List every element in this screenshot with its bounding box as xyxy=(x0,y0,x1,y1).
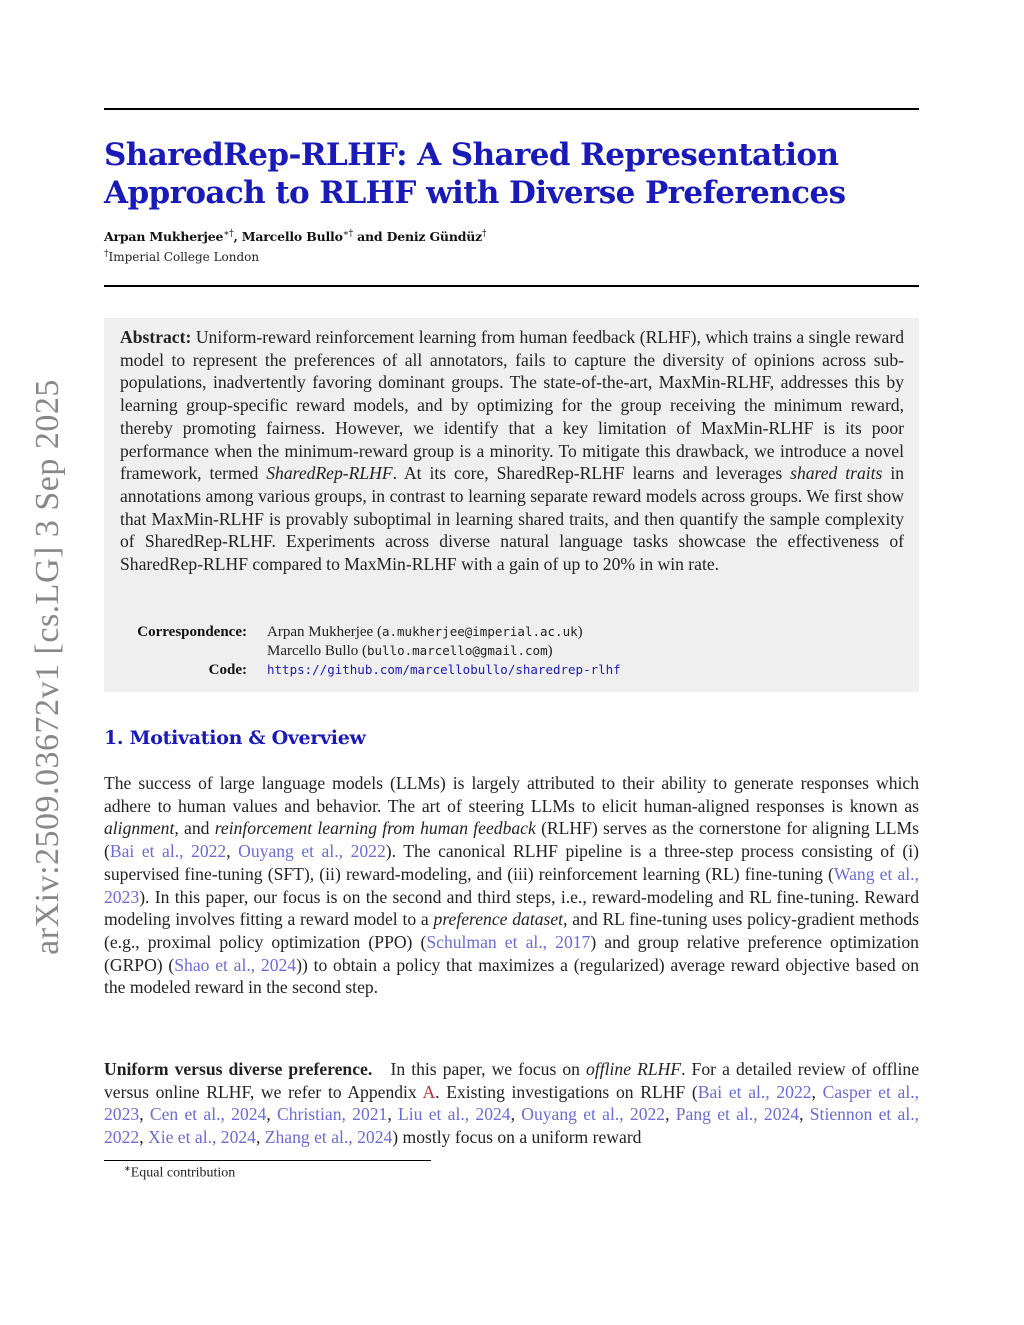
paragraph-preference xyxy=(104,1058,919,1149)
abstract-label: Abstract: xyxy=(120,327,192,347)
author-name: Arpan Mukherjee xyxy=(104,229,224,245)
text: , xyxy=(387,1104,399,1125)
code-label: Code: xyxy=(208,662,247,678)
author-name: Deniz Gündüz xyxy=(386,229,483,245)
paragraph-motivation xyxy=(104,772,919,999)
emphasis: preference dataset xyxy=(433,909,564,930)
text: ). The canonical RLHF pipeline is a three-step process consisting of (i) supervised fine-tuning (SFT), (ii) reward-modeling, and (iii) reinforcement learning (RL) fine-tuning ( xyxy=(104,841,920,884)
footnote-text: Equal contribution xyxy=(130,1165,236,1181)
text: , xyxy=(811,1081,823,1102)
emphasis: offline RLHF xyxy=(586,1059,682,1079)
abstract-emphasis: shared traits xyxy=(790,463,883,484)
correspondence-row xyxy=(104,624,919,643)
author-separator: , xyxy=(233,229,242,245)
abstract xyxy=(120,326,904,576)
text: ). In this paper, our focus is on the second and third steps, i.e., reward-modeling and RL fine-tuning. Reward modeling involves fitting a reward model to a xyxy=(104,886,919,930)
title-rule-top xyxy=(104,108,919,110)
abstract-text: Uniform-reward reinforcement learning from human feedback (RLHF), which trains a single reward model to represent the preferences of all annotators, fails to capture the diversity of opinions across sub-populations, inadvertently favoring dominant groups. The state-of-the-art, MaxMin-RLHF, addresses this by learning group-specific reward models, and by optimizing for the group receiving the minimum reward, thereby promoting fairness. However, we identify that a key limitation of MaxMin-RLHF is its poor performance when the minimum-reward group is a minority. To mitigate this drawback, we introduce a novel framework, termed xyxy=(120,327,904,484)
citation-link[interactable]: Zhang et al., 2024 xyxy=(264,1127,393,1148)
citation-link[interactable]: Wang et al., 2023 xyxy=(104,863,919,907)
email-link[interactable]: bullo.marcello@gmail.com xyxy=(366,643,548,658)
text: ) and group relative preference optimization (GRPO) ( xyxy=(104,931,919,975)
paper-title: SharedRep-RLHF: A Shared Representation Approach to RLHF with Diverse Preferences xyxy=(104,137,846,211)
section-heading: 1. Motivation & Overview xyxy=(104,727,366,749)
footnote-mark: ∗ xyxy=(124,1164,131,1173)
text: The success of large language models (LLMs) is largely attributed to their ability to generate responses which adhere to human values and behavior. The art of steering LLMs to elicit human-aligned responses is known as xyxy=(104,773,919,816)
text: )) to obtain a policy that maximizes a (regularized) average reward objective based on the modeled reward in the second step. xyxy=(104,954,920,998)
text: . For a detailed review of offline versus online RLHF, we refer to Appendix xyxy=(104,1059,920,1102)
text: (RLHF) serves as the cornerstone for aligning LLMs ( xyxy=(104,818,919,862)
text: , xyxy=(266,1104,277,1125)
text: ) mostly focus on a uniform reward xyxy=(392,1127,642,1148)
citation-link[interactable]: Shao et al., 2024 xyxy=(174,954,297,975)
citation-link[interactable]: Ouyang et al., 2022 xyxy=(521,1104,666,1125)
run-in-heading: Uniform versus diverse preference. xyxy=(104,1059,373,1079)
email-link[interactable]: a.mukherjee@imperial.ac.uk xyxy=(381,624,578,639)
abstract-emphasis: SharedRep-RLHF xyxy=(266,463,393,484)
citation-link[interactable]: Bai et al., 2022 xyxy=(697,1081,812,1102)
appendix-link[interactable]: A xyxy=(422,1081,436,1102)
title-rule-bottom xyxy=(104,285,919,287)
author-list xyxy=(104,229,486,244)
footnote xyxy=(124,1164,235,1182)
affiliation-mark: † xyxy=(104,249,109,259)
emphasis: alignment xyxy=(104,818,175,839)
person-name: Marcello Bullo ( xyxy=(267,643,367,659)
citation-link[interactable]: Christian, 2021 xyxy=(277,1104,388,1125)
author-mark: † xyxy=(482,229,487,239)
text: , xyxy=(510,1104,522,1125)
abstract-text: . At its core, SharedRep-RLHF learns and leverages xyxy=(392,463,791,484)
citation-link[interactable]: Schulman et al., 2017 xyxy=(426,931,591,952)
emphasis: reinforcement learning from human feedback xyxy=(214,818,536,839)
citation-link[interactable]: Cen et al., 2024 xyxy=(149,1104,267,1125)
text: , xyxy=(665,1104,676,1125)
punct: ) xyxy=(547,643,553,659)
footnote-rule xyxy=(104,1160,431,1161)
text: , xyxy=(799,1104,810,1125)
affiliation-name: Imperial College London xyxy=(108,250,260,264)
text: . Existing investigations on RLHF ( xyxy=(435,1081,698,1102)
citation-link[interactable]: Casper et al., 2023 xyxy=(104,1081,920,1125)
code-link[interactable]: https://github.com/marcellobullo/sharedrep-rlhf xyxy=(267,662,621,677)
text: , xyxy=(139,1127,148,1148)
abstract-text: in annotations among various groups, in contrast to learning separate reward models across groups. We first show that MaxMin-RLHF is provably suboptimal in learning shared traits, and then quantify the sample complexity of SharedRep-RLHF. Experiments across diverse natural language tasks showcase the effectiveness of SharedRep-RLHF compared to MaxMin-RLHF with a gain of up to 20% in win rate. xyxy=(120,463,904,575)
punct: ) xyxy=(577,624,583,640)
correspondence-label: Correspondence: xyxy=(137,624,247,640)
person-name: Arpan Mukherjee ( xyxy=(267,624,382,640)
citation-link[interactable]: Ouyang et al., 2022 xyxy=(238,841,386,862)
correspondence-person xyxy=(267,643,553,660)
citation-link[interactable]: Bai et al., 2022 xyxy=(109,841,227,862)
author-mark: ∗† xyxy=(342,229,353,239)
text: , and xyxy=(174,818,215,839)
author-name: Marcello Bullo xyxy=(241,229,343,245)
author-separator: and xyxy=(352,229,387,245)
text: , xyxy=(255,1127,265,1148)
text: In this paper, we focus on xyxy=(372,1059,587,1079)
affiliation xyxy=(104,249,259,264)
citation-link[interactable]: Xie et al., 2024 xyxy=(147,1127,256,1148)
citation-link[interactable]: Pang et al., 2024 xyxy=(675,1104,800,1125)
arxiv-identifier: arXiv:2509.03672v1 [cs.LG] 3 Sep 2025 xyxy=(29,379,66,955)
text: , and RL fine-tuning uses policy-gradient methods (e.g., proximal policy optimization (PPO) ( xyxy=(104,909,920,952)
text: , xyxy=(226,841,239,862)
correspondence-block xyxy=(104,624,919,681)
correspondence-person xyxy=(267,624,583,641)
code-row xyxy=(104,662,919,681)
text: , xyxy=(139,1104,150,1125)
author-mark: ∗† xyxy=(223,229,234,239)
citation-link[interactable]: Liu et al., 2024 xyxy=(398,1104,511,1125)
correspondence-row xyxy=(104,643,919,662)
citation-link[interactable]: Stiennon et al., 2022 xyxy=(104,1104,920,1148)
code-link-wrap xyxy=(267,662,621,679)
